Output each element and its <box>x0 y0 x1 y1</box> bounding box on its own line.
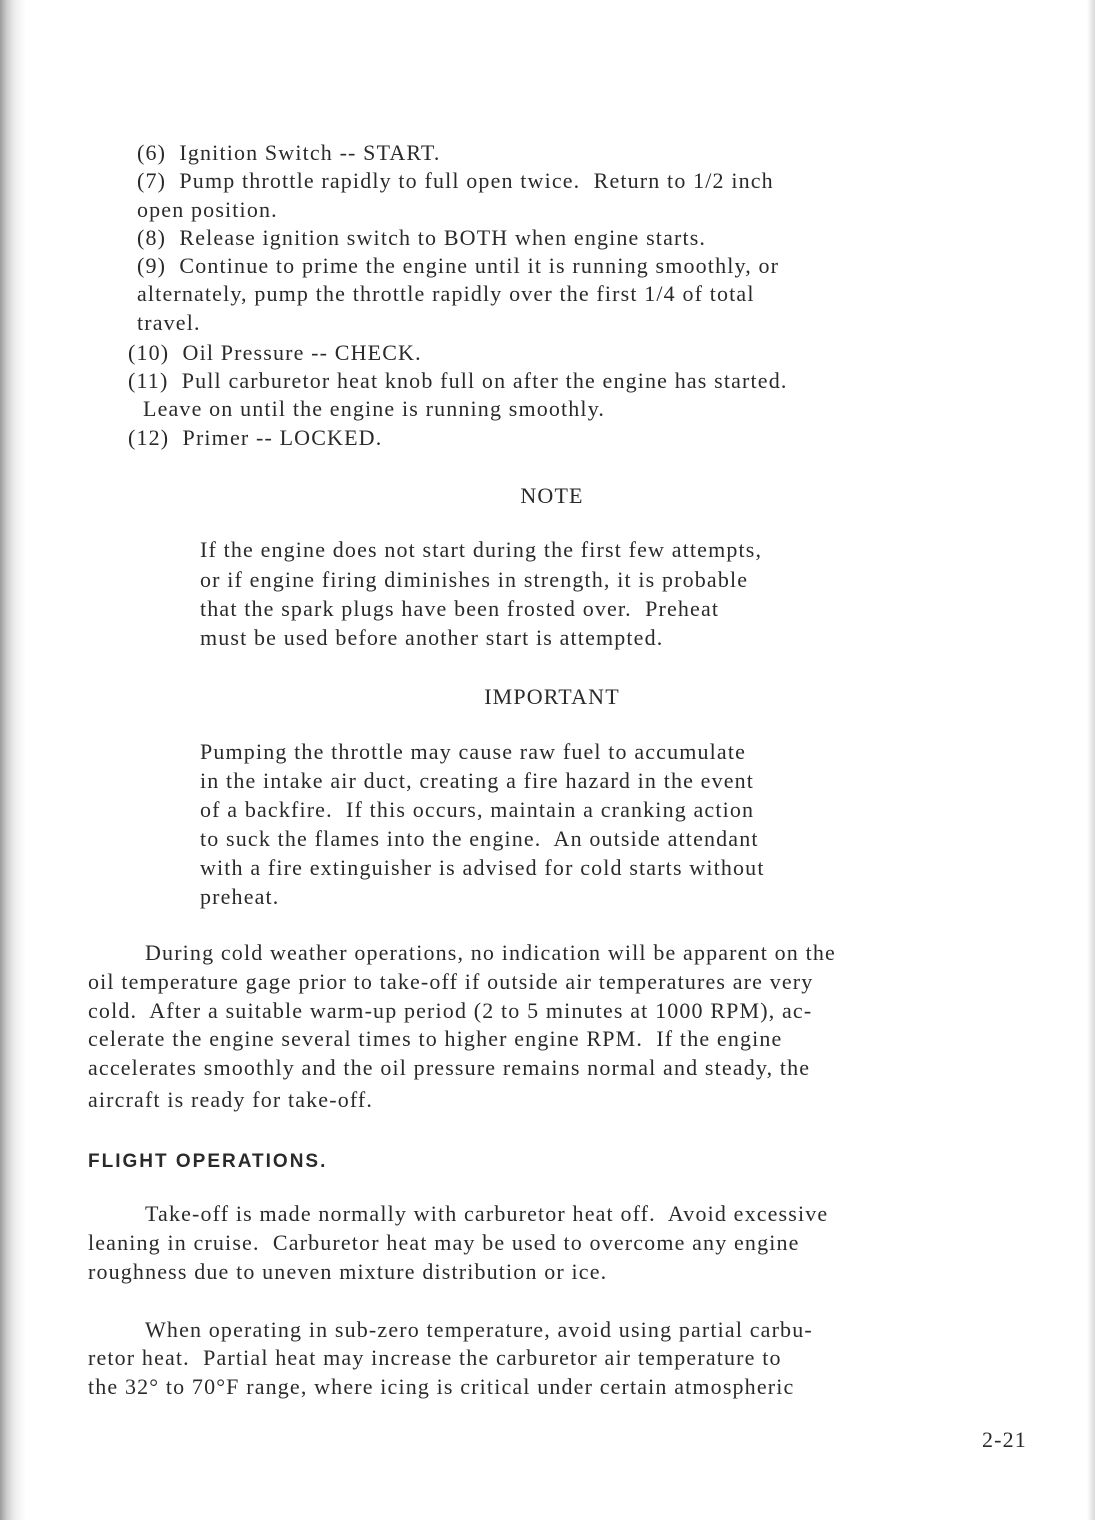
note-heading: NOTE <box>520 483 584 508</box>
section-heading: FLIGHT OPERATIONS. <box>88 1151 328 1172</box>
binding-shadow <box>0 0 26 1520</box>
important-text-line: Pumping the throttle may cause raw fuel to accumulate <box>200 739 747 764</box>
paragraph-line: When operating in sub-zero temperature, avoid using partial carbu- <box>145 1317 813 1342</box>
important-heading: IMPORTANT <box>484 684 620 709</box>
procedure-step-line: (9) Continue to prime the engine until it is running smoothly, or <box>137 253 780 278</box>
paragraph-line: During cold weather operations, no indication will be apparent on the <box>145 940 836 965</box>
note-text-line: that the spark plugs have been frosted over. Preheat <box>200 596 720 621</box>
paragraph-line: retor heat. Partial heat may increase the carburetor air temperature to <box>88 1345 782 1370</box>
note-text-line: or if engine firing diminishes in strength, it is probable <box>200 567 749 592</box>
procedure-step-line: alternately, pump the throttle rapidly over the first 1/4 of total <box>137 281 755 306</box>
procedure-step-line: (7) Pump throttle rapidly to full open twice. Return to 1/2 inch <box>137 168 774 193</box>
important-text-line: in the intake air duct, creating a fire hazard in the event <box>200 768 755 793</box>
important-text-line: of a backfire. If this occurs, maintain a cranking action <box>200 797 755 822</box>
paragraph-line: Take-off is made normally with carburetor heat off. Avoid excessive <box>145 1201 829 1226</box>
page-edge <box>1087 0 1095 1520</box>
note-text-line: must be used before another start is attempted. <box>200 625 664 650</box>
procedure-step-line: (11) Pull carburetor heat knob full on after the engine has started. <box>128 368 788 393</box>
paragraph-line: leaning in cruise. Carburetor heat may be used to overcome any engine <box>88 1230 800 1255</box>
important-text-line: to suck the flames into the engine. An outside attendant <box>200 826 759 851</box>
page-number: 2-21 <box>982 1427 1027 1452</box>
paragraph-line: accelerates smoothly and the oil pressure remains normal and steady, the <box>88 1055 811 1080</box>
paragraph-line: roughness due to uneven mixture distribution or ice. <box>88 1259 608 1284</box>
procedure-step-line: (12) Primer -- LOCKED. <box>128 425 383 450</box>
paragraph-line: aircraft is ready for take-off. <box>88 1087 374 1112</box>
paragraph-line: oil temperature gage prior to take-off if outside air temperatures are very <box>88 969 814 994</box>
paragraph-line: celerate the engine several times to higher engine RPM. If the engine <box>88 1026 783 1051</box>
procedure-step-line: (8) Release ignition switch to BOTH when engine starts. <box>137 225 707 250</box>
important-text-line: with a fire extinguisher is advised for cold starts without <box>200 855 765 880</box>
paragraph-line: the 32° to 70°F range, where icing is critical under certain atmospheric <box>88 1374 795 1399</box>
note-text-line: If the engine does not start during the first few attempts, <box>200 537 763 562</box>
procedure-step-line: travel. <box>137 310 201 335</box>
paragraph-line: cold. After a suitable warm-up period (2 to 5 minutes at 1000 RPM), ac- <box>88 998 813 1023</box>
procedure-step-line: open position. <box>137 197 278 222</box>
procedure-step-line: Leave on until the engine is running smoothly. <box>143 396 606 421</box>
procedure-step-line: (6) Ignition Switch -- START. <box>137 140 441 165</box>
important-text-line: preheat. <box>200 884 280 909</box>
procedure-step-line: (10) Oil Pressure -- CHECK. <box>128 340 422 365</box>
